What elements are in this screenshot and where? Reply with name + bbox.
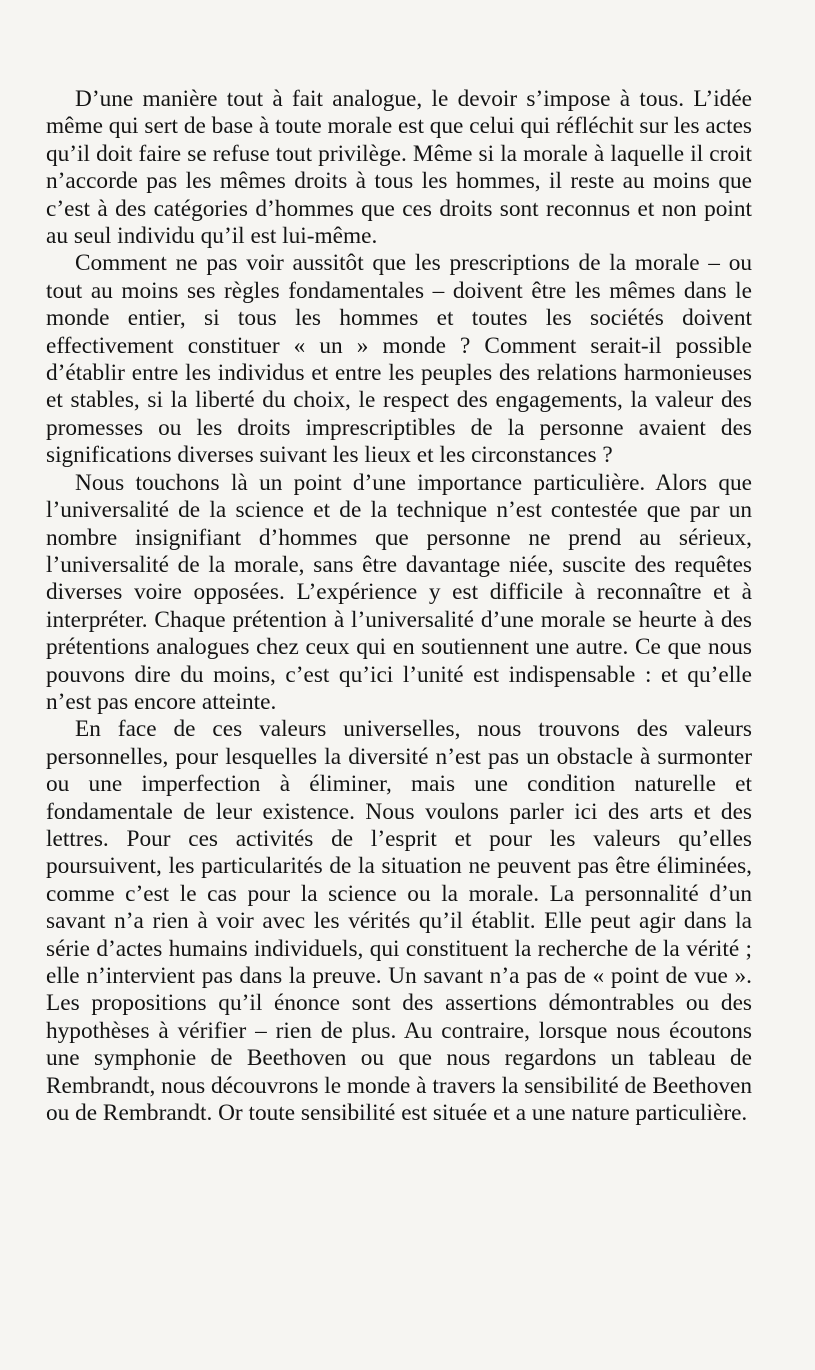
body-text bbox=[46, 86, 752, 1127]
paragraph-4: En face de ces valeurs universelles, nous trouvons des valeurs personnelles, pour lesquelles la diversité n’est pas un obstacle à surmonter ou une imperfection à éliminer, mais une condition naturelle et fondamentale de leur existence. Nous voulons parler ici des arts et des lettres. Pour ces activités de l’esprit et pour les valeurs qu’elles poursuivent, les particularités de la situation ne peuvent pas être éliminées, comme c’est le cas pour la science ou la morale. La personnalité d’un savant n’a rien à voir avec les vérités qu’il établit. Elle peut agir dans la série d’actes humains individuels, qui constituent la recherche de la vérité ; elle n’intervient pas dans la preuve. Un savant n’a pas de « point de vue ». Les propositions qu’il énonce sont des assertions démontrables ou des hypothèses à vérifier – rien de plus. Au contraire, lorsque nous écoutons une symphonie de Beethoven ou que nous regardons un tableau de Rembrandt, nous découvrons le monde à travers la sensibilité de Beethoven ou de Rembrandt. Or toute sensibilité est située et a une nature particulière. bbox=[46, 716, 752, 1127]
paragraph-2: Comment ne pas voir aussitôt que les prescriptions de la morale – ou tout au moins ses règles fondamentales – doivent être les mêmes dans le monde entier, si tous les hommes et toutes les sociétés doivent effectivement constituer « un » monde ? Comment serait-il possible d’établir entre les individus et entre les peuples des relations harmonieuses et stables, si la liberté du choix, le respect des engagements, la valeur des promesses ou les droits imprescriptibles de la personne avaient des significations diverses suivant les lieux et les circonstances ? bbox=[46, 250, 752, 469]
paragraph-1: D’une manière tout à fait analogue, le devoir s’impose à tous. L’idée même qui sert de base à toute morale est que celui qui réfléchit sur les actes qu’il doit faire se refuse tout privilège. Même si la morale à laquelle il croit n’accorde pas les mêmes droits à tous les hommes, il reste au moins que c’est à des catégories d’hommes que ces droits sont reconnus et non point au seul individu qu’il est lui-même. bbox=[46, 86, 752, 250]
paragraph-3: Nous touchons là un point d’une importance particulière. Alors que l’universalité de la science et de la technique n’est contestée que par un nombre insignifiant d’hommes que personne ne prend au sérieux, l’universalité de la morale, sans être davantage niée, suscite des requêtes diverses voire opposées. L’expérience y est difficile à reconnaître et à interpréter. Chaque prétention à l’universalité d’une morale se heurte à des prétentions analogues chez ceux qui en soutiennent une autre. Ce que nous pouvons dire du moins, c’est qu’ici l’unité est indispensable : et qu’elle n’est pas encore atteinte. bbox=[46, 469, 752, 715]
